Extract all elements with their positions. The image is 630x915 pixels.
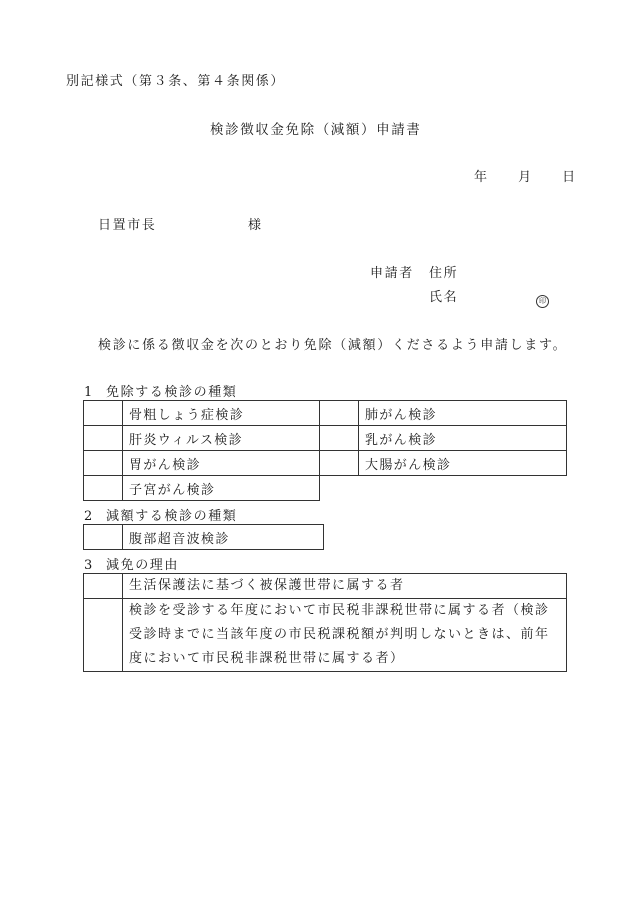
exam-option: 胃がん検診	[123, 451, 320, 476]
checkbox-cell[interactable]	[84, 599, 123, 672]
table-row	[84, 451, 567, 476]
checkbox-cell[interactable]	[84, 525, 123, 550]
reason-option: 生活保護法に基づく被保護世帯に属する者	[123, 574, 567, 599]
exam-option: 乳がん検診	[359, 426, 567, 451]
date-day-label: 日	[562, 170, 577, 185]
table-row	[84, 574, 567, 599]
date-year-label: 年	[474, 170, 489, 185]
date-month-label: 月	[518, 170, 533, 185]
table-row	[84, 476, 567, 501]
honorific: 様	[248, 218, 263, 233]
checkbox-cell[interactable]	[84, 451, 123, 476]
checkbox-cell[interactable]	[84, 574, 123, 599]
section2-heading	[84, 505, 237, 524]
applicant-label: 申請者	[370, 266, 414, 281]
section3-number: 3	[84, 558, 94, 573]
section2-number: 2	[84, 509, 94, 524]
section3-heading	[84, 554, 179, 573]
section1-title: 免除する検診の種類	[106, 385, 238, 400]
exam-option: 肝炎ウィルス検診	[123, 426, 320, 451]
page-title: 検診徴収金免除（減額）申請書	[210, 122, 422, 138]
date-line	[474, 166, 577, 185]
exam-option: 肺がん検診	[359, 401, 567, 426]
section2-title: 減額する検診の種類	[106, 509, 238, 524]
table-row	[84, 401, 567, 426]
section1-number: 1	[84, 385, 94, 400]
empty-cell	[359, 476, 567, 501]
seal-icon: 印	[536, 295, 549, 308]
checkbox-cell[interactable]	[84, 401, 123, 426]
addressee: 日置市長	[98, 218, 157, 233]
checkbox-cell[interactable]	[320, 426, 359, 451]
table-row	[84, 525, 324, 550]
section3-title: 減免の理由	[106, 558, 180, 573]
section1-table	[83, 400, 567, 501]
section2-table	[83, 524, 324, 550]
request-text: 検診に係る徴収金を次のとおり免除（減額）くださるよう申請します。	[98, 338, 568, 353]
exam-option: 大腸がん検診	[359, 451, 567, 476]
checkbox-cell[interactable]	[320, 451, 359, 476]
exam-option: 子宮がん検診	[123, 476, 320, 501]
name-label: 氏名	[429, 290, 459, 305]
seal-mark	[536, 288, 549, 308]
exam-option: 腹部超音波検診	[123, 525, 324, 550]
checkbox-cell[interactable]	[320, 401, 359, 426]
section3-table	[83, 573, 567, 672]
address-label: 住所	[429, 266, 459, 281]
exam-option: 骨粗しょう症検診	[123, 401, 320, 426]
form-reference: 別記様式（第３条、第４条関係）	[66, 74, 286, 89]
checkbox-cell[interactable]	[84, 426, 123, 451]
section1-heading	[84, 381, 237, 400]
checkbox-cell[interactable]	[84, 476, 123, 501]
empty-cell	[320, 476, 359, 501]
reason-option: 検診を受診する年度において市民税非課税世帯に属する者（検診受診時までに当該年度の市民税課税額が判明しないときは、前年度において市民税非課税世帯に属する者）	[123, 599, 567, 672]
table-row	[84, 426, 567, 451]
table-row	[84, 599, 567, 672]
